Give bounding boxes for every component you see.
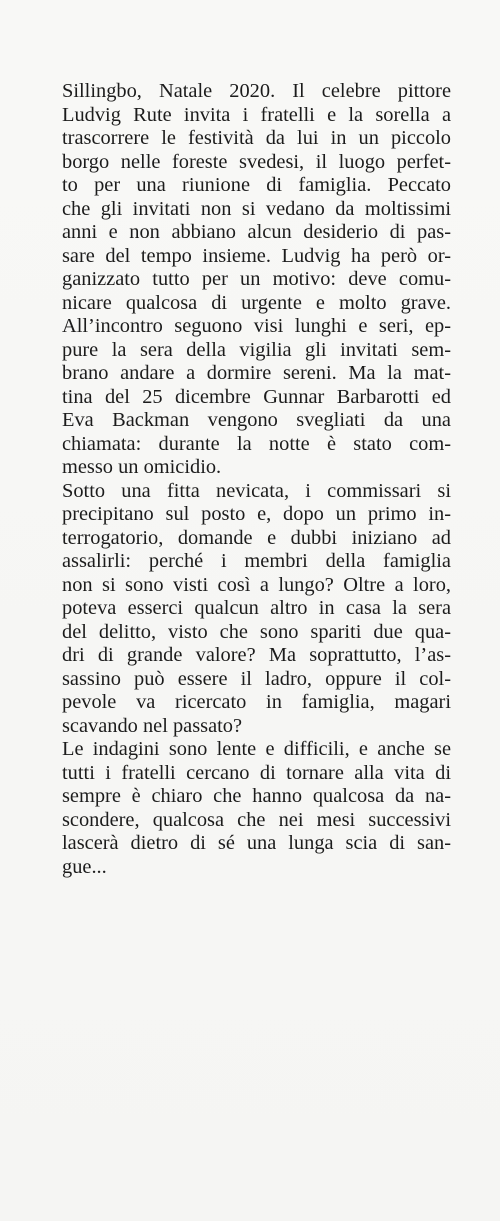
text-line: terrogatorio, domande e dubbi iniziano ad xyxy=(62,526,451,549)
text-line: poteva esserci qualcun altro in casa la sera xyxy=(62,597,451,619)
text-line: chiamata: durante la notte è stato com- xyxy=(62,432,451,455)
text-line: anni e non abbiano alcun desiderio di pas- xyxy=(62,221,451,243)
text-line: brano andare a dormire sereni. Ma la mat- xyxy=(62,362,451,384)
text-line: pevole va ricercato in famiglia, magari xyxy=(62,691,451,713)
text-line: Sotto una fitta nevicata, i commissari si xyxy=(62,479,451,502)
text-line: scondere, qualcosa che nei mesi successivi xyxy=(62,808,451,831)
text-line: Sillingbo, Natale 2020. Il celebre pittore xyxy=(62,80,451,102)
text-line: trascorrere le festività da lui in un piccolo xyxy=(62,127,451,149)
text-line: dri di grande valore? Ma soprattutto, l’as- xyxy=(62,644,451,666)
text-line: gue... xyxy=(62,855,107,878)
blurb-text xyxy=(62,80,451,879)
text-line: Eva Backman vengono svegliati da una xyxy=(62,409,451,431)
text-line: precipitano sul posto e, dopo un primo in- xyxy=(62,503,451,525)
text-line: pure la sera della vigilia gli invitati sem- xyxy=(62,338,451,361)
text-line: non si sono visti così a lungo? Oltre a loro, xyxy=(62,573,451,596)
text-line: to per una riunione di famiglia. Peccato xyxy=(62,174,451,196)
text-line: sassino può essere il ladro, oppure il col- xyxy=(62,667,451,690)
text-line: sempre è chiaro che hanno qualcosa da na- xyxy=(62,785,451,807)
text-line: tutti i fratelli cercano di tornare alla vita di xyxy=(62,761,451,784)
text-line: del delitto, visto che sono spariti due qua- xyxy=(62,620,451,643)
text-line: Le indagini sono lente e difficili, e anche se xyxy=(62,738,451,760)
text-line: scavando nel passato? xyxy=(62,714,243,737)
text-line: All’incontro seguono visi lunghi e seri, ep- xyxy=(62,315,451,337)
text-line: che gli invitati non si vedano da moltissimi xyxy=(62,197,451,220)
text-line: sare del tempo insieme. Ludvig ha però or- xyxy=(62,244,451,267)
text-line: Ludvig Rute invita i fratelli e la sorella a xyxy=(62,103,451,126)
text-line: assalirli: perché i membri della famiglia xyxy=(62,550,451,572)
text-line: borgo nelle foreste svedesi, il luogo perfet- xyxy=(62,150,451,173)
text-line: ganizzato tutto per un motivo: deve comu- xyxy=(62,268,451,290)
text-line: tina del 25 dicembre Gunnar Barbarotti ed xyxy=(62,385,451,408)
text-line: messo un omicidio. xyxy=(62,456,222,478)
text-line: lascerà dietro di sé una lunga scia di san- xyxy=(62,832,451,854)
text-line: nicare qualcosa di urgente e molto grave. xyxy=(62,291,451,314)
